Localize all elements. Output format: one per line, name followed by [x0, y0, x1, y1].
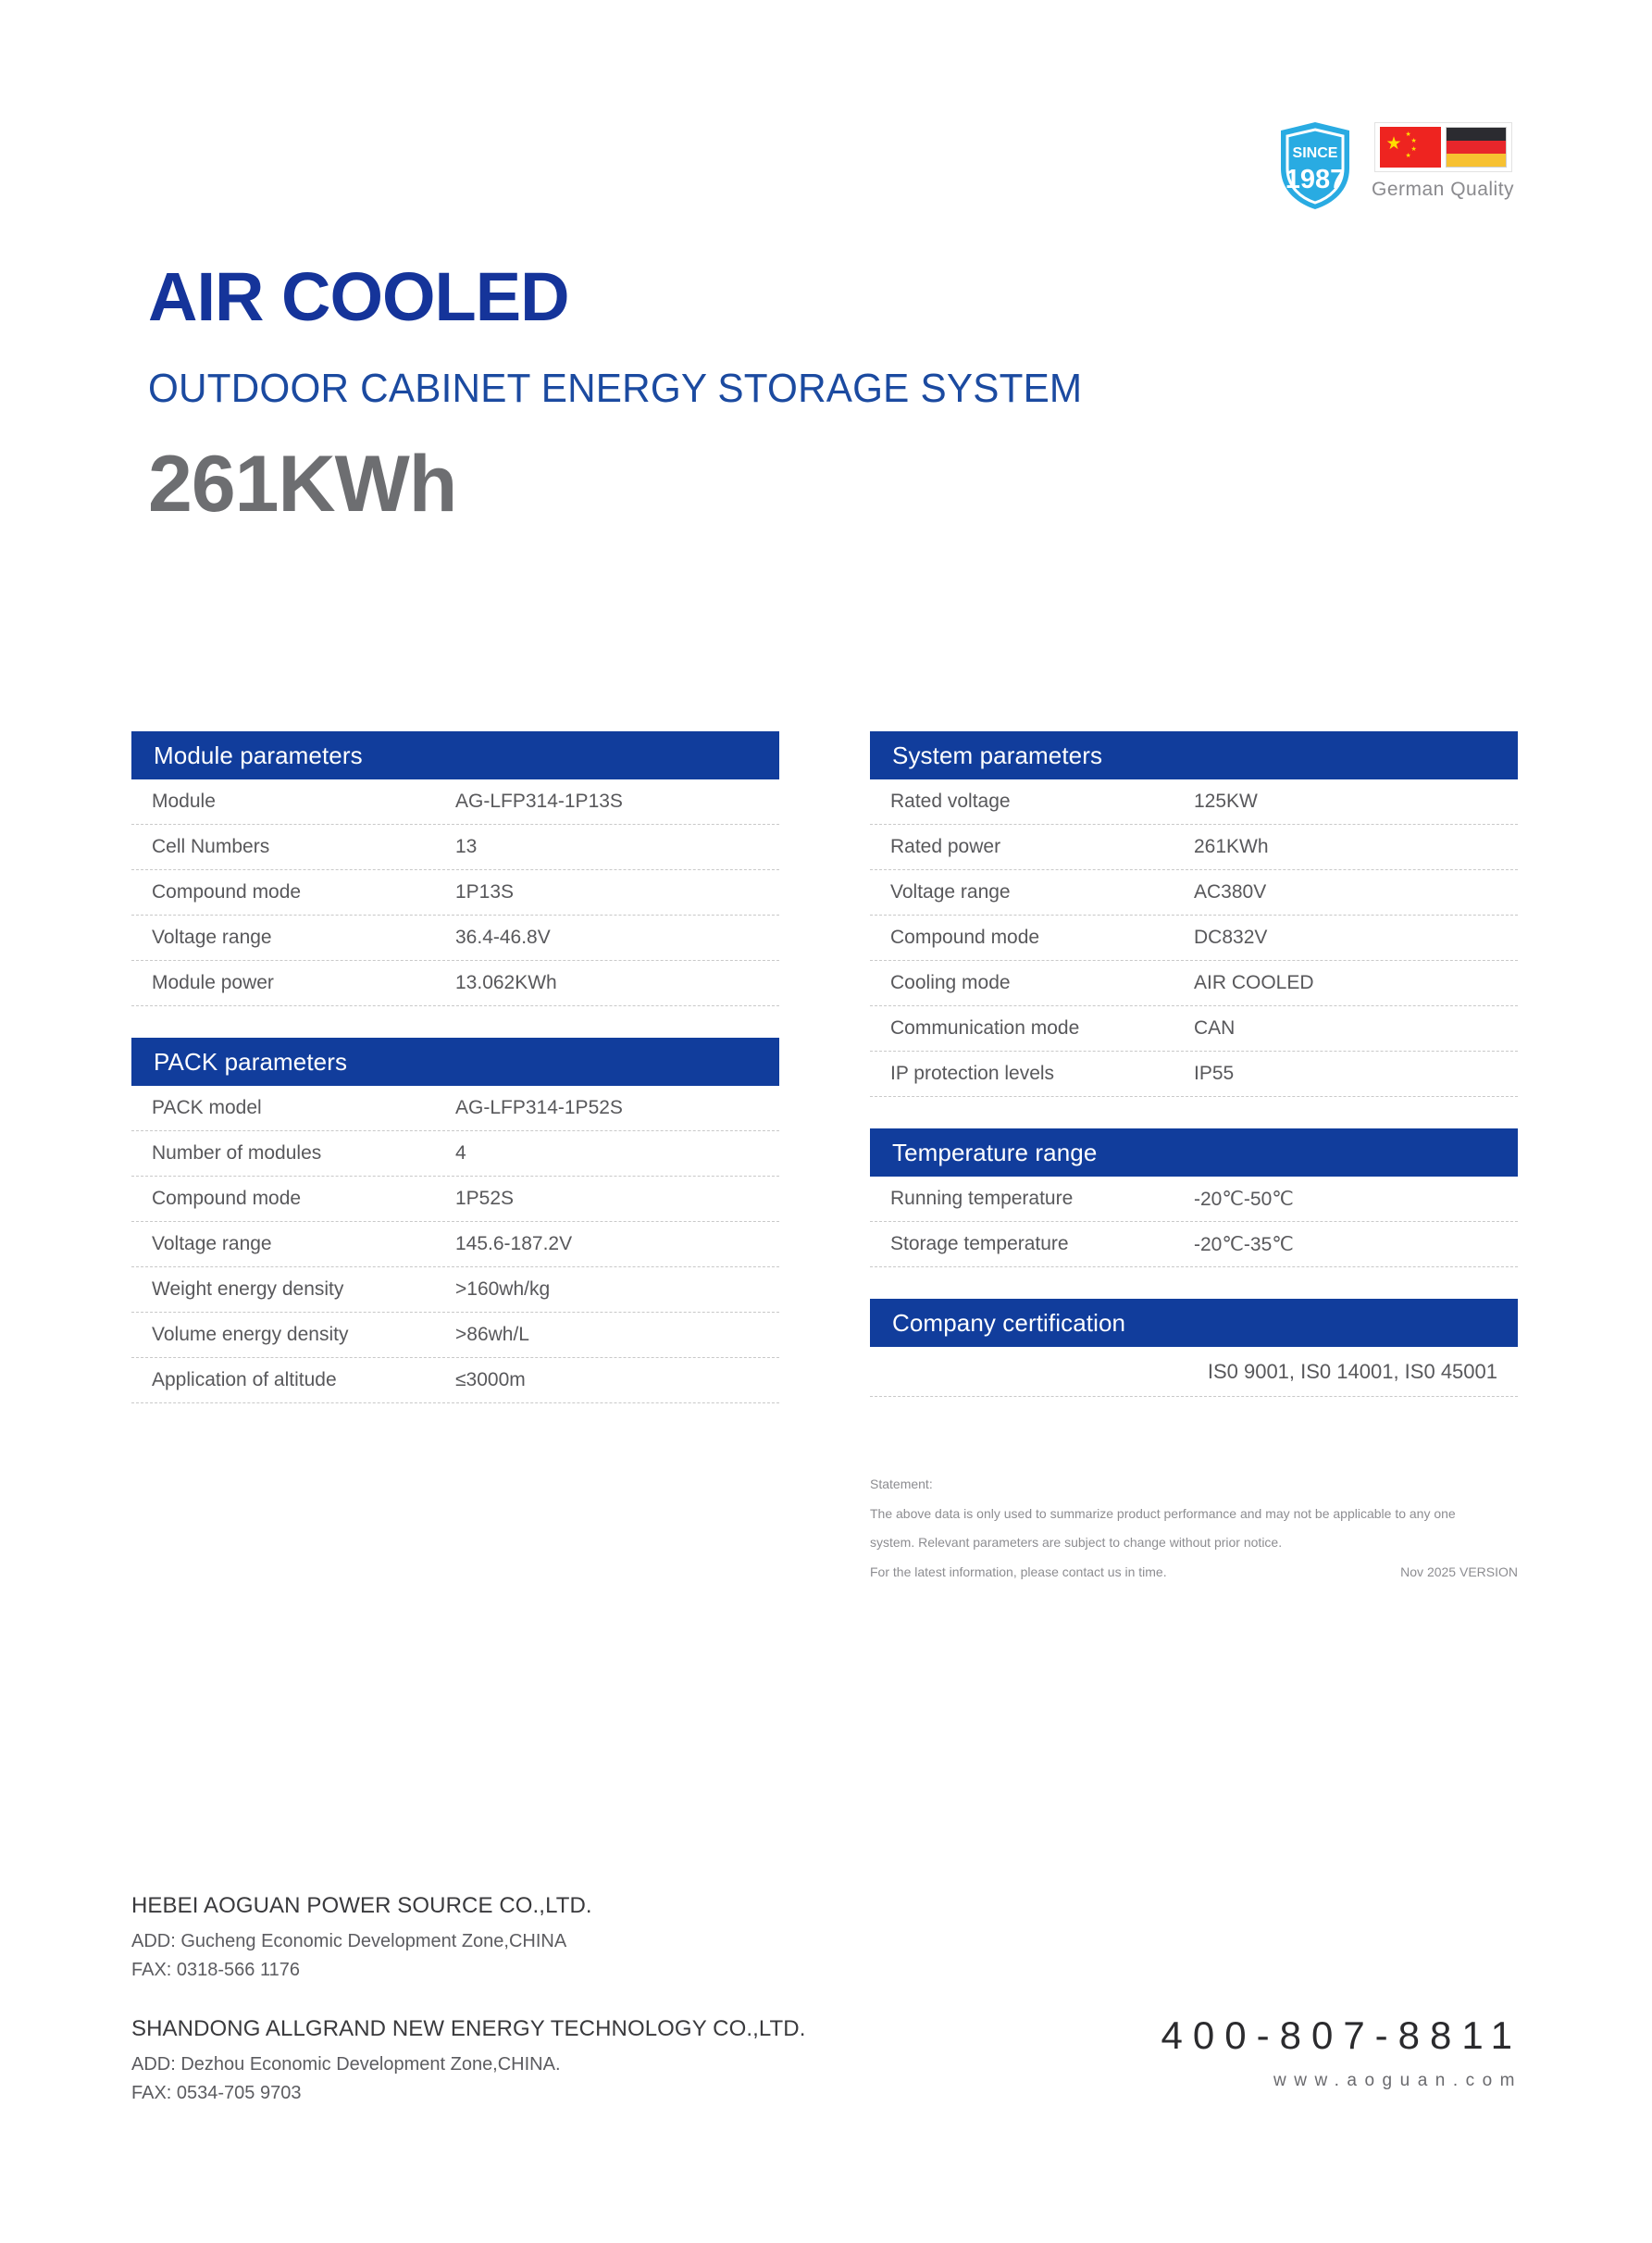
- row-key: Storage temperature: [890, 1233, 1069, 1254]
- row-key: Compound mode: [890, 927, 1040, 948]
- brand-badge-area: [1277, 120, 1536, 241]
- company-certification-header: Company certification: [870, 1299, 1518, 1347]
- row-key: Voltage range: [890, 881, 1011, 903]
- table-row: [131, 1222, 779, 1267]
- pack-parameters-rows: [131, 1086, 779, 1403]
- right-column: [870, 731, 1518, 1428]
- footer-spacer: [131, 1985, 964, 2016]
- german-quality-label: German Quality: [1372, 179, 1515, 200]
- pack-parameters-header: PACK parameters: [131, 1038, 779, 1086]
- row-value: 36.4-46.8V: [455, 927, 551, 948]
- row-key: Rated power: [890, 836, 1001, 857]
- table-row: [131, 1131, 779, 1177]
- website-url[interactable]: www.aoguan.com: [1273, 2071, 1522, 2091]
- page-subtitle: OUTDOOR CABINET ENERGY STORAGE SYSTEM: [148, 366, 1083, 411]
- flags-box: [1374, 122, 1512, 172]
- company-1-name: HEBEI AOGUAN POWER SOURCE CO.,LTD.: [131, 1893, 592, 1918]
- table-row: [131, 1313, 779, 1358]
- company-2-name: SHANDONG ALLGRAND NEW ENERGY TECHNOLOGY CO.,LTD.: [131, 2016, 806, 2041]
- german-quality-block: [1372, 122, 1514, 201]
- row-key: Compound mode: [152, 1188, 302, 1209]
- row-value: CAN: [1194, 1017, 1236, 1039]
- row-value: ≤3000m: [455, 1369, 526, 1390]
- table-row: [131, 779, 779, 825]
- table-row: [131, 961, 779, 1006]
- row-value: >160wh/kg: [455, 1278, 551, 1300]
- table-row: [870, 916, 1518, 961]
- row-key: IP protection levels: [890, 1063, 1055, 1084]
- table-row: [131, 825, 779, 870]
- row-key: Weight energy density: [152, 1278, 344, 1300]
- left-column: [131, 731, 779, 1435]
- footer-contact-right: [1161, 2013, 1522, 2091]
- module-parameters-header: Module parameters: [131, 731, 779, 779]
- table-row: [131, 1086, 779, 1131]
- table-row: [870, 1006, 1518, 1052]
- row-value: 261KWh: [1194, 836, 1269, 857]
- statement-line-2: system. Relevant parameters are subject to change without prior notice.: [870, 1535, 1283, 1550]
- row-key: Cooling mode: [890, 972, 1011, 993]
- table-row: [131, 916, 779, 961]
- row-key: Application of altitude: [152, 1369, 337, 1390]
- company-1-address: ADD: Gucheng Economic Development Zone,CHINA: [131, 1931, 567, 1951]
- row-value: IP55: [1194, 1063, 1235, 1084]
- row-value: AC380V: [1194, 881, 1267, 903]
- company-1-fax: FAX: 0318-566 1176: [131, 1960, 300, 1980]
- row-key: Module: [152, 791, 216, 812]
- statement-block: [870, 1470, 1518, 1587]
- row-key: Running temperature: [890, 1188, 1074, 1209]
- temperature-range-table: [870, 1128, 1518, 1267]
- row-value: AG-LFP314-1P13S: [455, 791, 623, 812]
- row-key: PACK model: [152, 1097, 262, 1118]
- row-key: Compound mode: [152, 881, 302, 903]
- table-row: [131, 1177, 779, 1222]
- table-row: [870, 870, 1518, 916]
- svg-text:SINCE: SINCE: [1292, 145, 1338, 161]
- hotline-phone-number[interactable]: 400-807-8811: [1161, 2013, 1522, 2057]
- table-row: [131, 1267, 779, 1313]
- temperature-range-rows: [870, 1177, 1518, 1267]
- company-2-fax: FAX: 0534-705 9703: [131, 2083, 302, 2103]
- system-parameters-header: System parameters: [870, 731, 1518, 779]
- certification-value: IS0 9001, IS0 14001, IS0 45001: [870, 1347, 1518, 1397]
- svg-text:1987: 1987: [1285, 165, 1346, 194]
- statement-line-3-row: [870, 1558, 1518, 1588]
- table-row: [870, 779, 1518, 825]
- row-key: Cell Numbers: [152, 836, 270, 857]
- system-parameters-table: [870, 731, 1518, 1097]
- table-row: [870, 961, 1518, 1006]
- pack-parameters-table: [131, 1038, 779, 1403]
- table-row: [131, 870, 779, 916]
- statement-line-3: For the latest information, please contact us in time.: [870, 1564, 1167, 1579]
- germany-flag-icon: [1446, 127, 1507, 168]
- footer-contact-block: [131, 1893, 964, 2108]
- china-flag-icon: ★ ★ ★ ★ ★: [1380, 127, 1441, 168]
- row-key: Module power: [152, 972, 274, 993]
- statement-line-1: The above data is only used to summarize product performance and may not be applicable to any one: [870, 1505, 1456, 1521]
- row-value: 13.062KWh: [455, 972, 557, 993]
- system-parameters-rows: [870, 779, 1518, 1097]
- module-parameters-table: [131, 731, 779, 1006]
- table-row: [870, 1052, 1518, 1097]
- row-key: Voltage range: [152, 927, 272, 948]
- temperature-range-header: Temperature range: [870, 1128, 1518, 1177]
- company-certification-table: [870, 1299, 1518, 1397]
- row-value: 145.6-187.2V: [455, 1233, 573, 1254]
- row-value: -20℃-35℃: [1194, 1233, 1294, 1255]
- row-value: AIR COOLED: [1194, 972, 1314, 993]
- capacity-title: 261KWh: [148, 440, 457, 529]
- row-key: Volume energy density: [152, 1324, 349, 1345]
- row-value: 125KW: [1194, 791, 1258, 812]
- row-value: >86wh/L: [455, 1324, 529, 1345]
- row-value: 13: [455, 836, 478, 857]
- table-row: [870, 1222, 1518, 1267]
- document-version: Nov 2025 VERSION: [1400, 1564, 1518, 1579]
- table-row: [870, 825, 1518, 870]
- table-row: [131, 1358, 779, 1403]
- row-key: Rated voltage: [890, 791, 1011, 812]
- row-value: AG-LFP314-1P52S: [455, 1097, 623, 1118]
- row-key: Voltage range: [152, 1233, 272, 1254]
- row-value: 1P13S: [455, 881, 515, 903]
- row-key: Communication mode: [890, 1017, 1080, 1039]
- company-2-address: ADD: Dezhou Economic Development Zone,CHINA.: [131, 2054, 561, 2075]
- row-key: Number of modules: [152, 1142, 322, 1164]
- statement-label: Statement:: [870, 1477, 933, 1491]
- table-row: [870, 1177, 1518, 1222]
- module-parameters-rows: [131, 779, 779, 1006]
- page-title: AIR COOLED: [148, 258, 569, 335]
- since-1987-shield-icon: [1277, 120, 1353, 211]
- row-value: 1P52S: [455, 1188, 515, 1209]
- row-value: -20℃-50℃: [1194, 1188, 1294, 1210]
- row-value: 4: [455, 1142, 466, 1164]
- row-value: DC832V: [1194, 927, 1268, 948]
